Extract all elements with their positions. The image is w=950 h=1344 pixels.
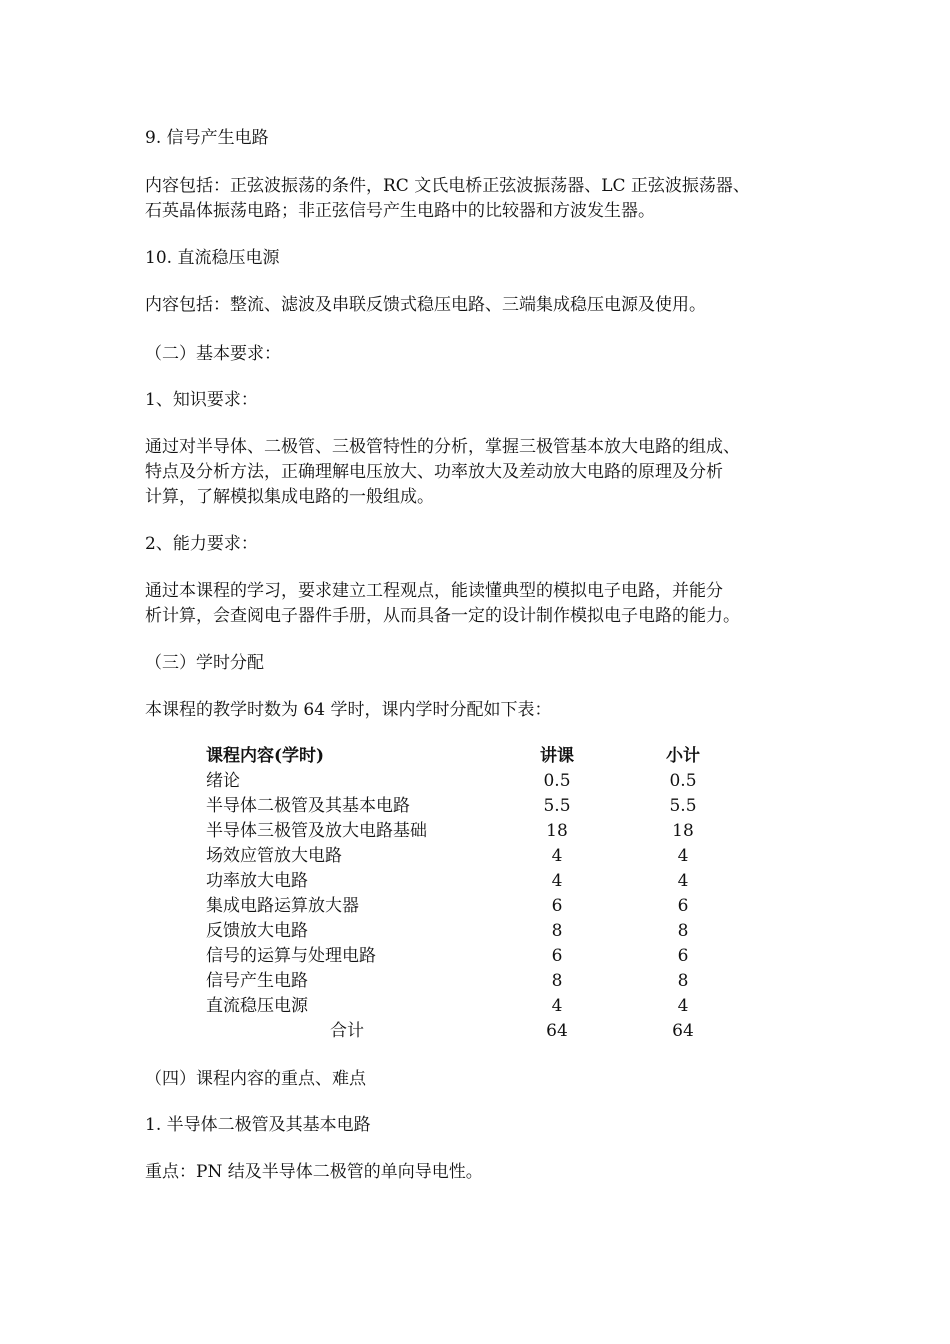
row-subtotal: 4 [677,871,689,891]
header-lecture: 讲课 [540,746,574,766]
table-total-row [0,1019,950,1044]
row-course: 信号产生电路 [206,971,308,991]
heading-knowledge: 1、知识要求： [145,390,258,410]
content-line: 通过本课程的学习，要求建立工程观点，能读懂典型的模拟电子电路，并能分 [145,581,723,601]
content-line: 内容包括：正弦波振荡的条件，RC 文氏电桥正弦波振荡器、LC 正弦波振荡器、 [145,176,750,196]
table-row [0,869,950,894]
content-line: 本课程的教学时数为 64 学时，课内学时分配如下表： [145,700,552,720]
row-subtotal: 4 [677,846,689,866]
table-row [0,819,950,844]
table-row [0,769,950,794]
row-subtotal: 8 [677,921,689,941]
header-course-content: 课程内容(学时) [206,746,325,766]
total-subtotal: 64 [672,1021,694,1041]
heading-signal-generation: 9. 信号产生电路 [145,128,269,148]
row-lecture: 6 [551,946,563,966]
row-subtotal: 6 [677,946,689,966]
section-hour-allocation: （三）学时分配 [145,653,264,673]
row-course: 绪论 [206,771,240,791]
table-row [0,919,950,944]
row-lecture: 6 [551,896,563,916]
row-lecture: 18 [546,821,568,841]
row-course: 反馈放大电路 [206,921,308,941]
content-line: 特点及分析方法，正确理解电压放大、功率放大及差动放大电路的原理及分析 [145,462,723,482]
row-course: 场效应管放大电路 [206,846,342,866]
row-lecture: 4 [551,996,563,1016]
table-row [0,894,950,919]
row-course: 半导体三极管及放大电路基础 [206,821,427,841]
section-basic-requirements: （二）基本要求： [145,344,281,364]
row-subtotal: 6 [677,896,689,916]
row-subtotal: 8 [677,971,689,991]
content-line: 内容包括：整流、滤波及串联反馈式稳压电路、三端集成稳压电源及使用。 [145,295,706,315]
section-key-points: （四）课程内容的重点、难点 [145,1069,366,1089]
row-lecture: 0.5 [543,771,571,791]
total-lecture: 64 [546,1021,568,1041]
row-course: 集成电路运算放大器 [206,896,359,916]
row-lecture: 4 [551,846,563,866]
row-course: 信号的运算与处理电路 [206,946,376,966]
content-line: 通过对半导体、二极管、三极管特性的分析，掌握三极管基本放大电路的组成、 [145,437,740,457]
table-row [0,844,950,869]
content-line: 计算，了解模拟集成电路的一般组成。 [145,487,434,507]
content-line: 析计算，会查阅电子器件手册，从而具备一定的设计制作模拟电子电路的能力。 [145,606,740,626]
row-subtotal: 5.5 [669,796,697,816]
row-lecture: 8 [551,921,563,941]
total-label: 合计 [330,1021,364,1041]
row-lecture: 8 [551,971,563,991]
row-subtotal: 4 [677,996,689,1016]
table-row [0,794,950,819]
row-lecture: 4 [551,871,563,891]
content-line: 石英晶体振荡电路；非正弦信号产生电路中的比较器和方波发生器。 [145,201,655,221]
table-header-row [0,744,950,769]
row-subtotal: 18 [672,821,694,841]
row-lecture: 5.5 [543,796,571,816]
table-row [0,944,950,969]
table-row [0,969,950,994]
row-course: 半导体二极管及其基本电路 [206,796,410,816]
row-course: 功率放大电路 [206,871,308,891]
heading-dc-power: 10. 直流稳压电源 [145,248,280,268]
row-course: 直流稳压电源 [206,996,308,1016]
table-row [0,994,950,1019]
heading-diode: 1. 半导体二极管及其基本电路 [145,1115,371,1135]
header-subtotal: 小计 [666,746,700,766]
content-line: 重点：PN 结及半导体二极管的单向导电性。 [145,1162,483,1182]
row-subtotal: 0.5 [669,771,697,791]
heading-ability: 2、能力要求： [145,534,258,554]
